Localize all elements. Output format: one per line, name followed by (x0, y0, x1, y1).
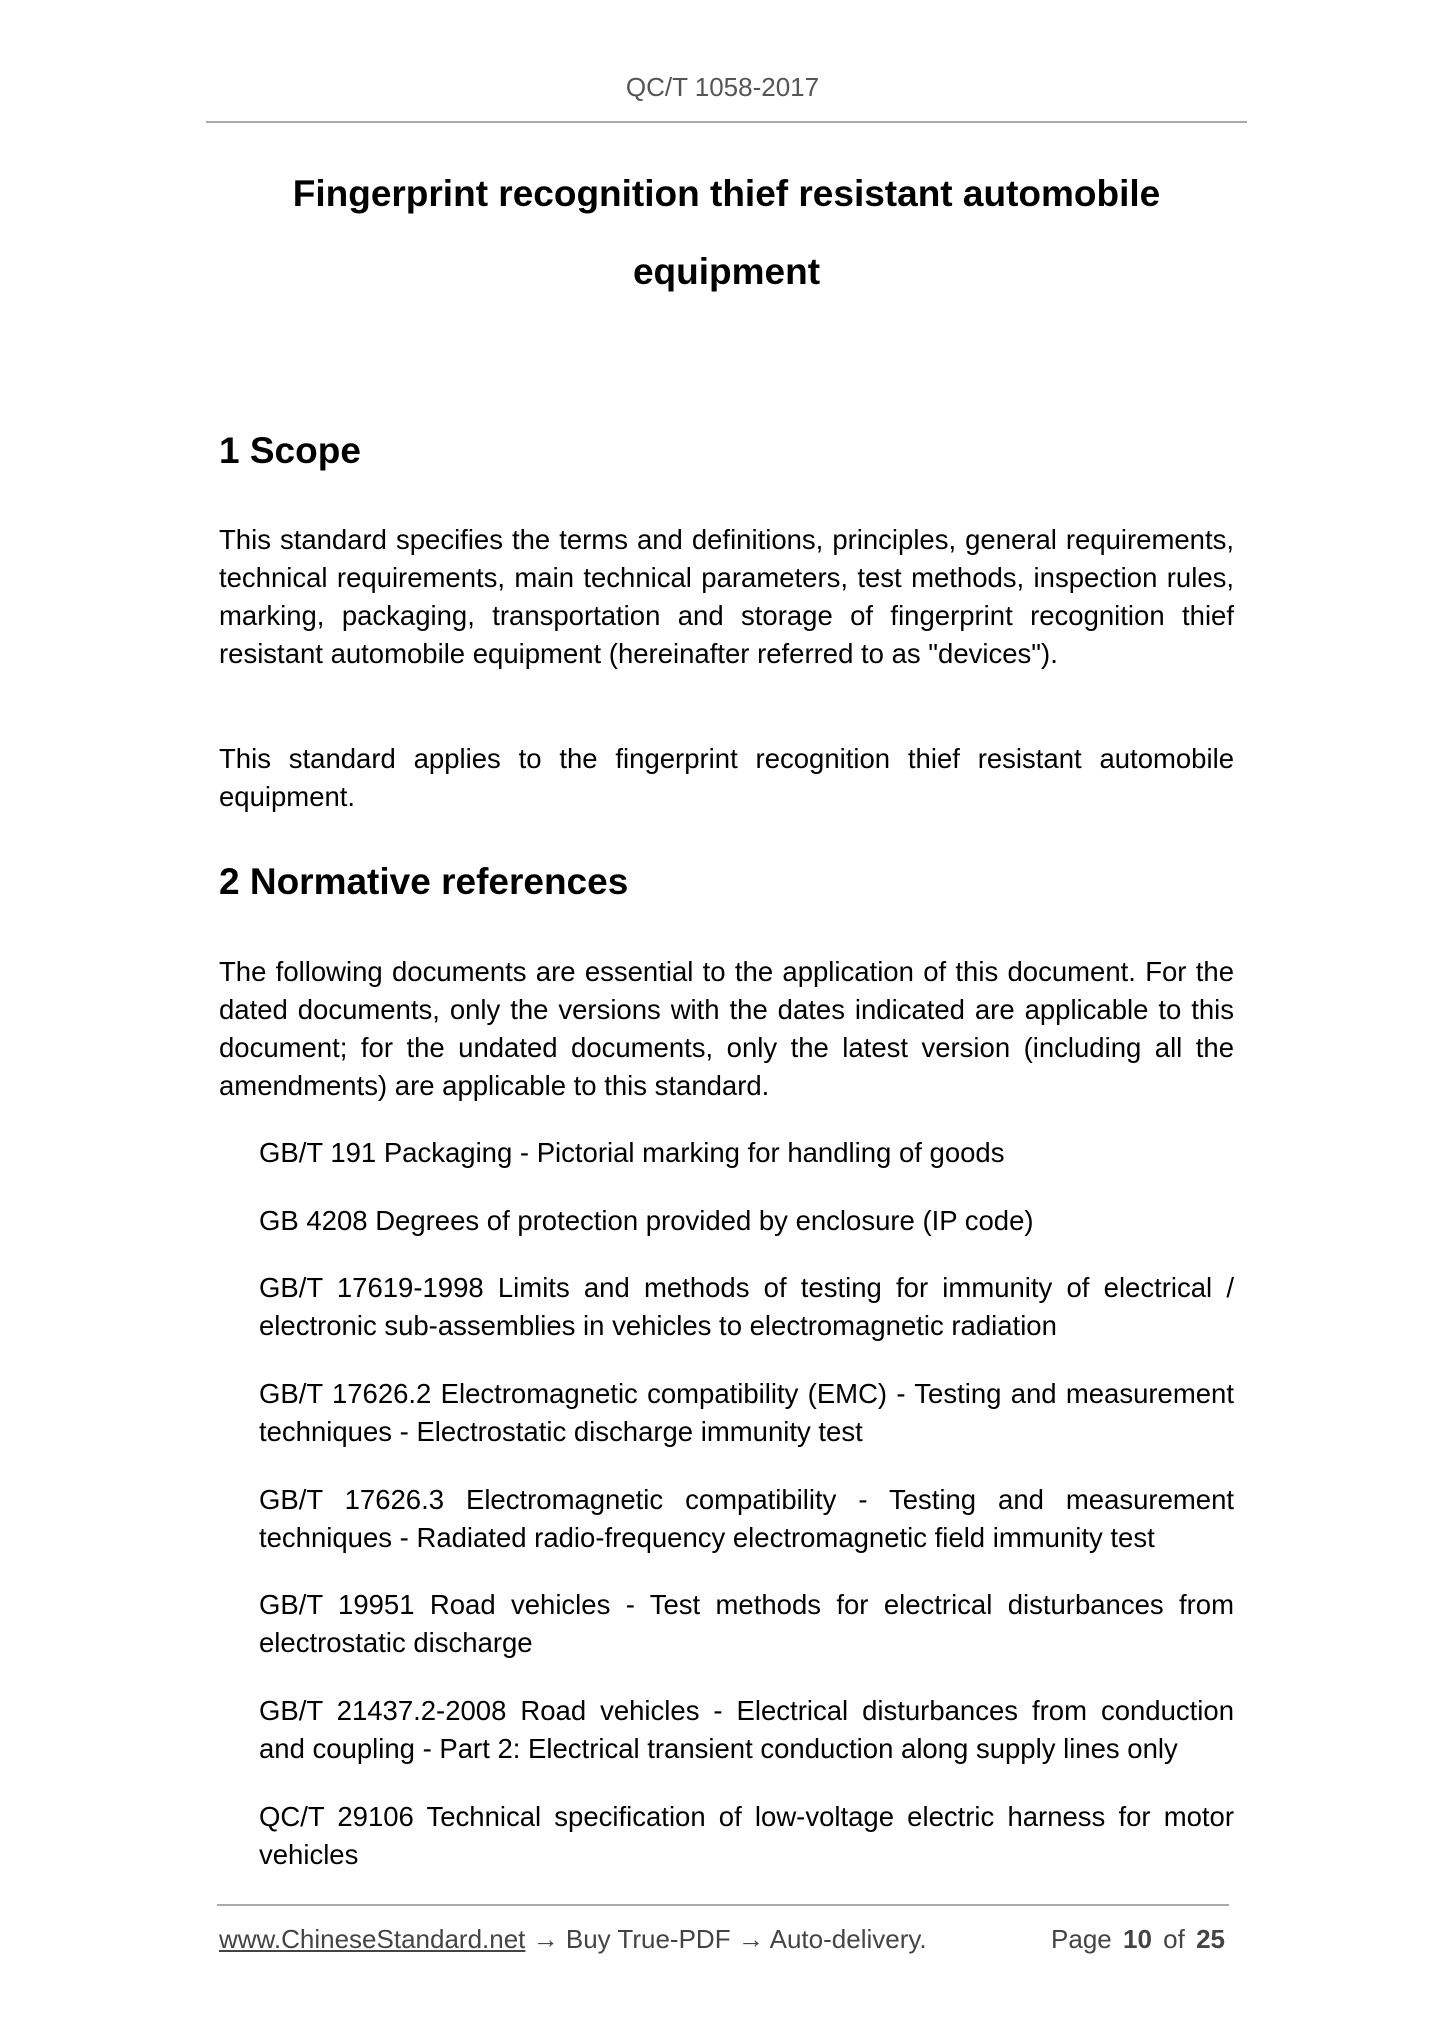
footer-promo (219, 1924, 927, 1955)
buy-pdf-text: Buy True-PDF (565, 1924, 731, 1954)
page-number (1051, 1924, 1225, 1955)
references-intro-paragraph: The following documents are essential to the application of this document. For the dated documents, only the versions with the dates indicated are applicable to this document; for the undated documents, only the latest version (including all the amendments) are applicable to this standard. (219, 956, 1234, 1101)
website-link[interactable]: www.ChineseStandard.net (219, 1924, 526, 1954)
arrow-right-icon: → (532, 1924, 559, 1954)
reference-item: GB/T 17619-1998 Limits and methods of testing for immunity of electrical / electronic sub-assemblies in vehicles to electromagnetic radiation (259, 1272, 1234, 1341)
of-label: of (1163, 1924, 1185, 1954)
document-code-header: QC/T 1058-2017 (625, 72, 820, 102)
arrow-right-icon: → (737, 1924, 764, 1954)
section-heading-scope: 1 Scope (219, 430, 361, 471)
total-pages: 25 (1196, 1924, 1225, 1954)
reference-item: QC/T 29106 Technical specification of low-voltage electric harness for motor vehicles (259, 1801, 1234, 1870)
reference-item: GB/T 21437.2-2008 Road vehicles - Electrical disturbances from conduction and coupling - Part 2: Electrical transient conduction along supply lines only (259, 1695, 1234, 1764)
document-title: Fingerprint recognition thief resistant automobile equipment (292, 173, 1161, 292)
footer-divider (217, 1904, 1229, 1906)
scope-paragraph-2: This standard applies to the fingerprint recognition thief resistant automobile equipment. (219, 743, 1234, 812)
reference-item: GB/T 191 Packaging - Pictorial marking for handling of goods (259, 1137, 1005, 1168)
header-divider (206, 121, 1247, 123)
reference-item: GB/T 19951 Road vehicles - Test methods for electrical disturbances from electrostatic discharge (259, 1589, 1234, 1658)
reference-item: GB 4208 Degrees of protection provided by enclosure (IP code) (259, 1205, 1034, 1236)
section-heading-normative-references: 2 Normative references (219, 861, 629, 902)
reference-item: GB/T 17626.2 Electromagnetic compatibility (EMC) - Testing and measurement techniques - Electrostatic discharge immunity test (259, 1378, 1234, 1447)
reference-item: GB/T 17626.3 Electromagnetic compatibility - Testing and measurement techniques - Radiated radio-frequency electromagnetic field immunity test (259, 1484, 1234, 1553)
auto-delivery-text: Auto-delivery. (769, 1924, 927, 1954)
current-page: 10 (1123, 1924, 1152, 1954)
scope-paragraph-1: This standard specifies the terms and definitions, principles, general requirements, technical requirements, main technical parameters, test methods, inspection rules, marking, packaging, transportation and storage of fingerprint recognition thief resistant automobile equipment (hereinafter referred to as "devices"). (219, 524, 1234, 669)
page-label: Page (1051, 1924, 1112, 1954)
